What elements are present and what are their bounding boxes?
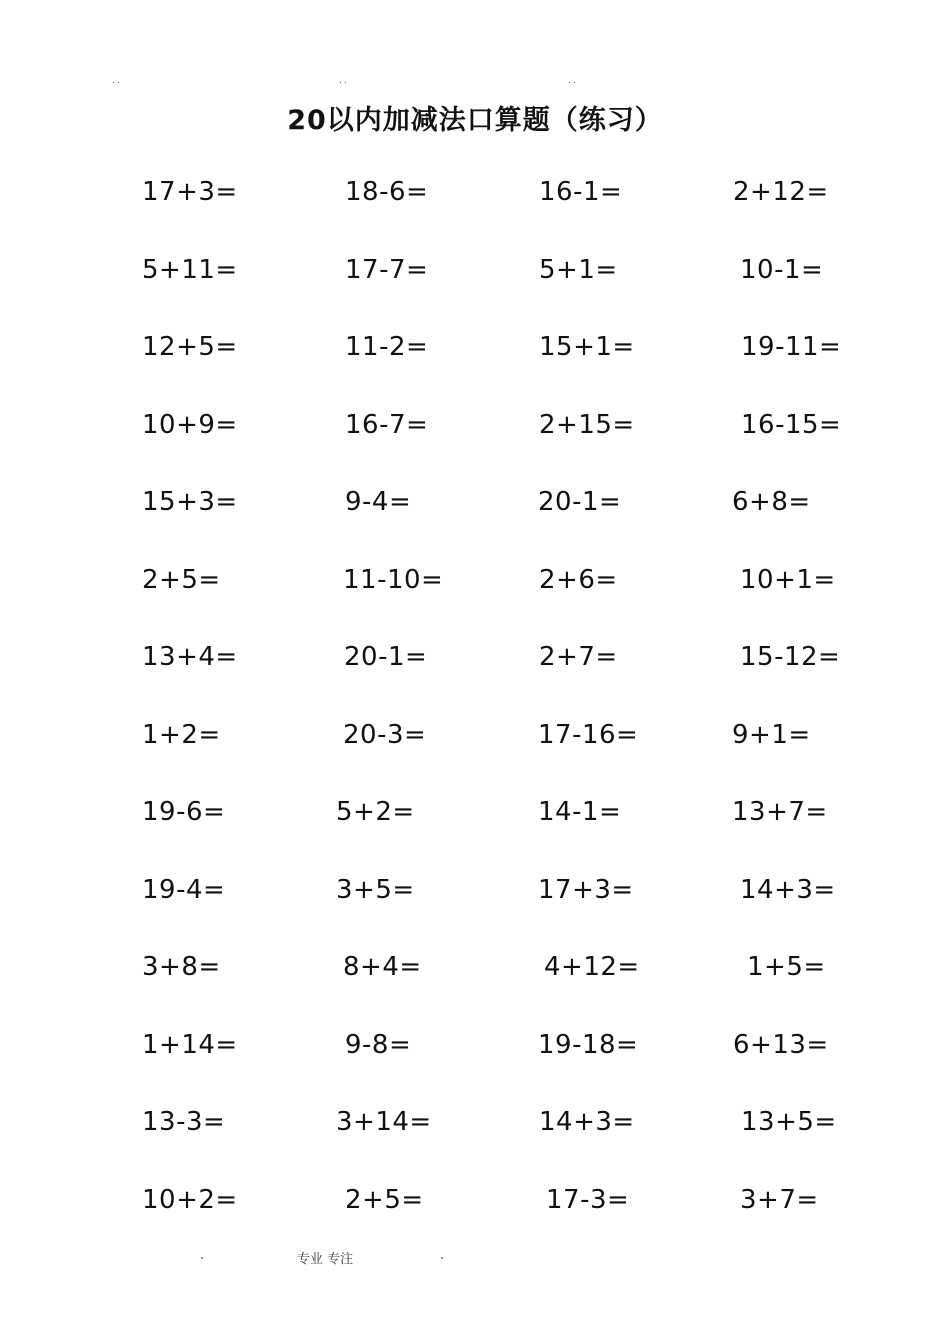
math-problem: 19-11= xyxy=(741,332,842,362)
math-problem: 14-1= xyxy=(538,797,622,827)
problem-row xyxy=(0,870,950,948)
math-problem: 2+6= xyxy=(539,564,618,595)
math-problem: 13+5= xyxy=(741,1107,837,1137)
math-problem: 3+14= xyxy=(336,1107,432,1137)
problem-row xyxy=(0,250,950,328)
math-problem: 11-2= xyxy=(345,332,429,362)
header-mark-middle: .. xyxy=(339,76,349,86)
math-problem: 3+7= xyxy=(740,1184,819,1215)
math-problem: 15+1= xyxy=(539,332,635,362)
math-problem: 10+2= xyxy=(142,1184,238,1215)
math-problem: 9-8= xyxy=(345,1029,412,1060)
math-problem: 4+12= xyxy=(544,952,640,982)
math-problem: 2+5= xyxy=(345,1184,424,1215)
math-problem: 15-12= xyxy=(740,642,841,672)
math-problem: 11-10= xyxy=(343,564,444,595)
math-problem: 12+5= xyxy=(142,332,238,362)
math-problem: 10+9= xyxy=(142,409,238,440)
footer-dot-left: . xyxy=(200,1248,205,1263)
math-problem: 2+15= xyxy=(539,409,635,440)
problem-row xyxy=(0,172,950,250)
problem-row xyxy=(0,405,950,483)
math-problem: 17+3= xyxy=(538,874,634,905)
math-problem: 17-7= xyxy=(345,254,429,285)
problem-row xyxy=(0,1025,950,1103)
math-problem: 6+13= xyxy=(733,1029,829,1060)
math-problem: 1+2= xyxy=(142,719,221,750)
math-problem: 13+4= xyxy=(142,642,238,672)
math-problem: 1+14= xyxy=(142,1029,238,1060)
math-problem: 19-18= xyxy=(538,1029,639,1060)
math-problem: 5+11= xyxy=(142,254,238,285)
math-problem: 9+1= xyxy=(732,719,811,750)
math-problem: 6+8= xyxy=(732,487,811,517)
math-problem: 20-3= xyxy=(343,719,427,750)
header-mark-right: .. xyxy=(568,76,578,86)
header-mark-left: .. xyxy=(112,76,122,86)
math-problem: 2+5= xyxy=(142,564,221,595)
math-problem: 18-6= xyxy=(345,177,429,207)
math-problem: 16-15= xyxy=(741,409,842,440)
math-problem: 20-1= xyxy=(538,487,622,517)
math-problem: 17+3= xyxy=(142,177,238,207)
math-problem: 13+7= xyxy=(732,797,828,827)
problem-row xyxy=(0,1180,950,1258)
math-problem: 10+1= xyxy=(740,564,836,595)
math-problem: 2+12= xyxy=(733,177,829,207)
footer-text: 专业 专注 xyxy=(297,1252,354,1267)
math-problem: 5+2= xyxy=(336,797,415,827)
math-problem: 3+5= xyxy=(336,874,415,905)
problem-grid xyxy=(0,172,950,1257)
math-problem: 8+4= xyxy=(343,952,422,982)
problem-row xyxy=(0,637,950,715)
math-problem: 16-7= xyxy=(345,409,429,440)
math-problem: 14+3= xyxy=(740,874,836,905)
problem-row xyxy=(0,947,950,1025)
problem-row xyxy=(0,560,950,638)
math-problem: 19-6= xyxy=(142,797,226,827)
math-problem: 5+1= xyxy=(539,254,618,285)
math-problem: 15+3= xyxy=(142,487,238,517)
math-problem: 17-3= xyxy=(546,1184,630,1215)
math-problem: 20-1= xyxy=(344,642,428,672)
footer-dot-right: . xyxy=(440,1248,445,1263)
problem-row xyxy=(0,327,950,405)
problem-row xyxy=(0,792,950,870)
math-problem: 14+3= xyxy=(539,1107,635,1137)
math-problem: 10-1= xyxy=(740,254,824,285)
math-problem: 13-3= xyxy=(142,1107,226,1137)
math-problem: 2+7= xyxy=(539,642,618,672)
math-problem: 19-4= xyxy=(142,874,226,905)
math-problem: 3+8= xyxy=(142,952,221,982)
math-problem: 17-16= xyxy=(538,719,639,750)
math-problem: 9-4= xyxy=(345,487,412,517)
problem-row xyxy=(0,715,950,793)
page-title: 20以内加减法口算题（练习） xyxy=(287,105,663,136)
math-problem: 1+5= xyxy=(747,952,826,982)
problem-row xyxy=(0,1102,950,1180)
math-problem: 16-1= xyxy=(539,177,623,207)
problem-row xyxy=(0,482,950,560)
